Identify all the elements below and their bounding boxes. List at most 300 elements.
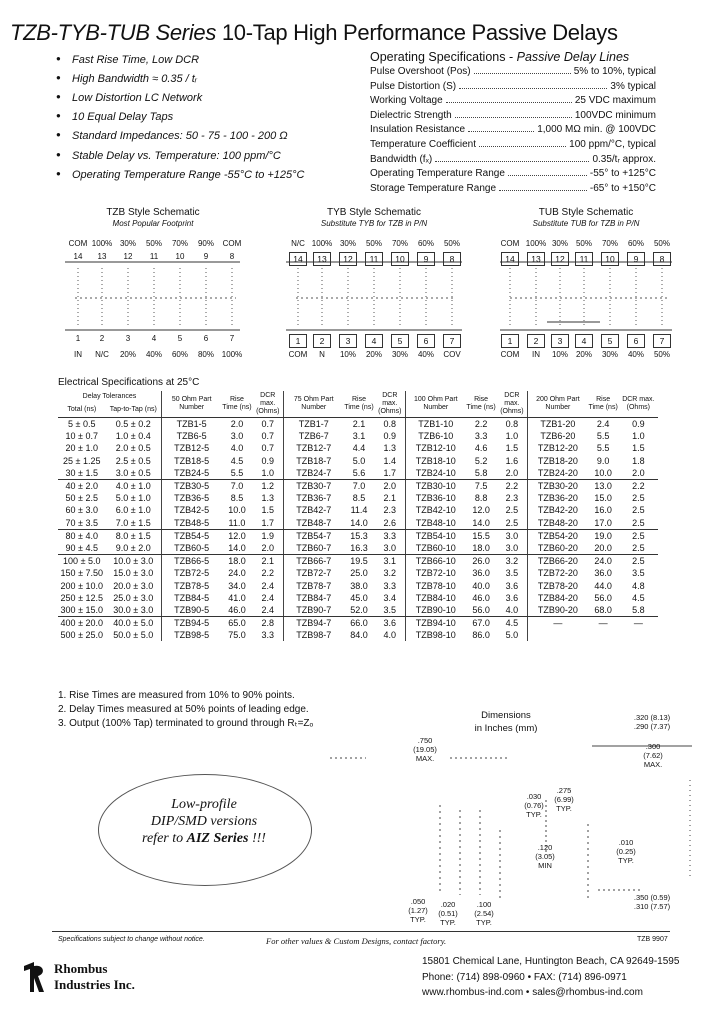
pin-number: 3	[125, 334, 131, 343]
table-cell: TZB30-10	[406, 479, 466, 492]
series-name: TZB-TYB-TUB Series	[10, 20, 217, 45]
table-cell: TZB24-20	[528, 467, 588, 480]
table-cell: 4.0	[383, 630, 397, 641]
pin-number: 1	[75, 334, 81, 343]
pin-number: 10	[601, 252, 619, 266]
dim-value: (6.99)	[554, 795, 574, 804]
schematic-title: TYB Style Schematic	[327, 207, 421, 218]
table-cell	[528, 629, 588, 641]
table-cell: 1.6	[505, 455, 519, 466]
table-cell: 2.3	[505, 493, 519, 504]
table-cell: 67.0	[472, 618, 490, 629]
table-cell: TZB72-10	[406, 567, 466, 579]
table-cell: 3.5	[375, 604, 406, 617]
table-cell: 0.7	[261, 431, 274, 442]
table-cell: TZB90-20	[528, 604, 588, 617]
dim-300	[628, 742, 678, 769]
pin-function-label: 100%	[221, 350, 243, 359]
pin-function-label: 50%	[365, 239, 382, 248]
table-cell: 56.0	[594, 592, 612, 603]
table-cell: TZB90-7	[284, 604, 344, 617]
table-cell: 200 ± 10.0	[60, 580, 104, 591]
table-cell: 2.0	[230, 419, 244, 430]
dim-value: MIN	[538, 861, 552, 870]
dim-value: .100	[476, 900, 492, 909]
pin-number: 1	[289, 334, 307, 348]
table-cell: 90 ± 4.5	[58, 542, 106, 555]
table-cell: 2.4	[261, 592, 274, 603]
table-cell: 3.3	[474, 431, 488, 442]
op-spec-label: Pulse Distortion (S)	[370, 80, 457, 92]
table-cell: 3.0	[375, 542, 406, 555]
feature-item: ● Low Distortion LC Network	[72, 92, 202, 104]
feature-item: ● Stable Delay vs. Temperature: 100 ppm/°C	[72, 150, 281, 162]
table-cell: TZB60-7	[284, 542, 344, 555]
table-cell: 2.4	[596, 419, 610, 430]
feature-item: ● High Bandwidth ≈ 0.35 / tᵣ	[72, 73, 197, 85]
table-cell: 1.7	[252, 517, 283, 530]
table-cell: 84.0	[350, 630, 368, 641]
table-cell: TZB98-5	[161, 629, 221, 641]
table-cell: 5.8	[619, 604, 658, 617]
table-cell: TZB94-5	[161, 617, 221, 630]
table-cell: 26.0	[472, 556, 490, 567]
table-cell: TZB24-5	[161, 467, 221, 480]
dim-275	[544, 786, 584, 813]
pin-function-label: 10%	[551, 350, 568, 359]
table-cell: 45.0	[350, 592, 368, 603]
table-cell: TZB1-10	[406, 418, 466, 431]
dim-value: .320 (8.13)	[633, 713, 671, 722]
table-cell: 2.1	[352, 419, 366, 430]
table-cell: 2.2	[505, 481, 519, 492]
pin-function-label: 100%	[311, 239, 333, 248]
table-cell: 2.5	[505, 505, 519, 516]
dim-100	[464, 900, 504, 927]
table-cell: 3.4	[383, 592, 397, 603]
table-cell: 0.9	[632, 419, 645, 430]
table-cell: TZB42-20	[528, 504, 588, 516]
pin-function-label: 50%	[145, 239, 162, 248]
pin-function-label: 20%	[365, 350, 382, 359]
header-dcr: DCR max. (Ohms)	[497, 391, 528, 418]
header-dcr: DCR max. (Ohms)	[375, 391, 406, 418]
table-cell: TZB90-10	[406, 604, 466, 617]
table-cell: 4.5	[230, 455, 244, 466]
table-cell: 17.0	[588, 517, 619, 530]
dim-value: .030	[526, 792, 542, 801]
dimensions-units: in Inches (mm)	[474, 723, 538, 734]
pin-function-label: 30%	[119, 239, 136, 248]
table-cell: 9.0	[596, 455, 610, 466]
table-cell: 3.3	[383, 580, 397, 591]
note-2: 2. Delay Times measured at 50% points of leading edge.	[58, 704, 309, 715]
table-cell: 1.0 ± 0.4	[115, 431, 151, 442]
pin-number: 7	[653, 334, 671, 348]
table-cell: 8.0 ± 1.5	[115, 530, 151, 541]
pin-number: 4	[365, 334, 383, 348]
op-spec-value: 0.35/tᵣ approx.	[592, 153, 656, 165]
table-cell: 46.0	[472, 592, 490, 603]
op-spec-value: 5% to 10%, typical	[573, 66, 656, 77]
table-cell: 68.0	[588, 604, 619, 617]
table-cell: 4.0	[230, 443, 244, 454]
electrical-specs-title: Electrical Specifications at 25°C	[58, 377, 200, 388]
pin-number: 10	[391, 252, 409, 266]
table-cell: TZB94-7	[284, 617, 344, 630]
table-cell: 5.5	[596, 431, 610, 442]
pin-number: 6	[627, 334, 645, 348]
table-cell: 46.0	[221, 604, 252, 617]
pin-number: 5	[391, 334, 409, 348]
table-cell: TZB18-7	[284, 455, 344, 467]
table-cell: 7.0	[352, 481, 366, 492]
company-name-1: Rhombus	[54, 961, 108, 976]
op-spec-label: Dielectric Strength	[370, 109, 452, 121]
pin-number: 3	[551, 334, 569, 348]
pin-number: 3	[339, 334, 357, 348]
feature-item: ● Operating Temperature Range -55°C to +125°C	[72, 169, 305, 181]
table-cell: —	[633, 618, 643, 629]
table-row	[58, 504, 658, 516]
table-cell: 2.2	[261, 568, 274, 579]
table-cell: TZB36-5	[161, 492, 221, 504]
header-rise: Rise Time (ns)	[466, 391, 497, 418]
table-cell: TZB78-10	[406, 579, 466, 591]
dim-value: .300	[645, 742, 661, 751]
schematic-title: TUB Style Schematic	[538, 207, 634, 218]
table-cell: 11.4	[350, 505, 368, 516]
table-cell: 2.5 ± 0.5	[115, 455, 151, 466]
table-cell: 10 ± 0.7	[65, 431, 99, 442]
header-tap: Tap-to-Tap (ns)	[106, 404, 162, 418]
table-cell: TZB30-7	[284, 479, 344, 492]
table-cell: TZB42-7	[284, 504, 344, 516]
series-subtitle: 10-Tap High Performance Passive Delays	[221, 20, 618, 45]
table-cell: 1.5	[505, 443, 519, 454]
table-cell: 5.5	[596, 443, 610, 454]
pin-function-label: N	[319, 350, 325, 359]
pin-function-label: 70%	[391, 239, 408, 248]
table-cell: TZB12-7	[284, 442, 344, 454]
table-cell: 3.6	[383, 618, 397, 629]
table-cell: TZB12-5	[161, 442, 221, 454]
table-cell: 20.0 ± 3.0	[113, 580, 154, 591]
table-cell: 12.0	[228, 530, 246, 541]
table-cell: 15.5	[472, 530, 490, 541]
table-cell: TZB66-20	[528, 555, 588, 568]
feature-item: ● Fast Rise Time, Low DCR	[72, 54, 199, 66]
electrical-specs-table	[58, 391, 658, 641]
table-cell: 1.3	[261, 493, 274, 504]
table-cell: 8.8	[474, 493, 488, 504]
table-cell: TZB1-5	[161, 418, 221, 431]
table-cell: TZB48-10	[406, 517, 466, 530]
table-cell: TZB54-20	[528, 529, 588, 542]
table-cell: TZB6-7	[284, 430, 344, 442]
table-cell: 1.4	[383, 455, 397, 466]
table-cell: 4.4	[352, 443, 366, 454]
op-spec-value: 100VDC minimum	[574, 109, 656, 121]
dim-value: TYP.	[556, 804, 572, 813]
table-cell: 1.5	[261, 505, 274, 516]
table-cell: 4.0	[497, 604, 528, 617]
dim-350	[612, 893, 692, 911]
table-cell: 5.8	[466, 467, 497, 480]
pin-number: 13	[97, 252, 107, 261]
pin-number: 11	[149, 252, 159, 261]
pin-function-label: 50%	[653, 239, 670, 248]
table-cell: 6.0 ± 1.0	[115, 505, 151, 516]
dim-value: TYP.	[618, 856, 634, 865]
schematic-subtitle: Most Popular Footprint	[112, 219, 194, 228]
table-cell: 2.1	[261, 556, 274, 567]
header-rise: Rise Time (ns)	[588, 391, 619, 418]
pin-number: 13	[313, 252, 331, 266]
table-cell: 3.5	[632, 568, 645, 579]
table-row	[58, 604, 658, 617]
op-spec-label: Temperature Coefficient	[370, 139, 476, 150]
table-cell: 1.2	[261, 481, 274, 492]
table-cell: TZB84-5	[161, 592, 221, 604]
table-cell: 0.5 ± 0.2	[115, 419, 151, 430]
table-cell: 3.0 ± 0.5	[106, 467, 162, 480]
table-cell: —	[528, 617, 588, 630]
table-cell: 250 ± 12.5	[60, 592, 104, 603]
dim-value: (0.51)	[438, 909, 458, 918]
table-row	[58, 542, 658, 555]
company-name	[54, 961, 135, 993]
pin-number: 4	[151, 334, 157, 343]
table-cell: 500 ± 25.0	[60, 630, 104, 641]
table-cell: 2.5	[632, 493, 645, 504]
table-cell: TZB78-20	[528, 579, 588, 591]
pin-function-label: 90%	[197, 239, 214, 248]
table-cell: 16.3	[344, 542, 375, 555]
table-cell: 24.0	[228, 568, 246, 579]
promo-line-3	[98, 830, 310, 847]
table-cell: 2.2	[632, 481, 645, 492]
table-row	[58, 592, 658, 604]
table-cell: 5.2	[474, 455, 488, 466]
table-cell: 24.0	[594, 556, 612, 567]
table-cell: TZB84-10	[406, 592, 466, 604]
table-cell: 18.0	[466, 542, 497, 555]
schematic-title: TZB Style Schematic	[106, 207, 200, 218]
table-cell: 19.0	[594, 530, 612, 541]
table-cell: —	[598, 618, 608, 629]
dim-value: .275	[556, 786, 572, 795]
promo-series-link: AIZ Series	[186, 831, 249, 846]
table-row	[58, 567, 658, 579]
table-cell: 10.0	[588, 467, 619, 480]
table-cell: 13.0	[594, 481, 612, 492]
table-cell: 3.2	[383, 568, 397, 579]
dim-value: .350 (0.59)	[633, 893, 671, 902]
table-cell: 100 ± 5.0	[63, 556, 101, 567]
table-cell: 5 ± 0.5	[68, 419, 96, 430]
table-cell: TZB72-5	[161, 567, 221, 579]
pin-number: 2	[527, 334, 545, 348]
dim-value: .050	[410, 897, 426, 906]
table-cell: TZB6-5	[161, 430, 221, 442]
table-cell: 25.0	[350, 568, 368, 579]
pin-number: 11	[575, 252, 593, 266]
table-cell: 7.5	[474, 481, 488, 492]
table-cell: 3.3	[383, 530, 397, 541]
table-cell: 25 ± 1.25	[63, 455, 101, 466]
table-cell: 3.1	[383, 556, 397, 567]
dim-value: TYP.	[476, 918, 492, 927]
table-cell: 1.0	[632, 431, 645, 442]
dim-value: TYP.	[526, 810, 542, 819]
table-cell: TZB42-10	[406, 504, 466, 516]
table-cell: TZB94-10	[406, 617, 466, 630]
pin-function-label: 10%	[339, 350, 356, 359]
pin-number: 12	[123, 252, 133, 261]
table-cell: TZB24-10	[406, 467, 466, 480]
pin-function-label: 40%	[627, 350, 644, 359]
table-cell: TZB36-7	[284, 492, 344, 504]
op-spec-label: Operating Temperature Range	[370, 168, 505, 180]
dim-value: (19.05)	[413, 745, 437, 754]
pin-function-label: COM	[288, 350, 308, 359]
table-cell: TZB6-20	[528, 430, 588, 442]
footer-disclaimer: Specifications subject to change without notice.	[58, 936, 205, 943]
table-cell: 8.5	[352, 493, 366, 504]
op-spec-label: Working Voltage	[370, 95, 443, 107]
table-cell	[588, 629, 619, 641]
table-cell: TZB54-5	[161, 529, 221, 542]
table-cell: 25.0 ± 3.0	[113, 592, 154, 603]
dim-value: MAX.	[643, 760, 663, 769]
table-cell: 70 ± 3.5	[58, 517, 106, 530]
table-row	[58, 629, 658, 641]
dim-value: .290 (7.37)	[633, 722, 671, 731]
rhombus-logo-icon	[22, 960, 46, 994]
pin-number: 2	[99, 334, 105, 343]
table-cell: TZB60-5	[161, 542, 221, 555]
table-cell: TZB54-10	[406, 529, 466, 542]
pin-function-label: COM	[68, 239, 88, 248]
header-delay-tolerances: Delay Tolerances	[82, 393, 137, 401]
promo-line-1: Low-profile	[171, 797, 237, 812]
pin-number: 12	[339, 252, 357, 266]
table-cell: 0.7	[261, 419, 274, 430]
table-cell: 2.1	[383, 493, 397, 504]
table-row	[58, 455, 658, 467]
company-name-2: Industries Inc.	[54, 977, 135, 992]
table-cell: TZB66-5	[161, 555, 221, 568]
table-cell: TZB42-5	[161, 504, 221, 516]
table-cell: 3.6	[505, 592, 519, 603]
pin-number: 1	[501, 334, 519, 348]
dim-value: MAX.	[415, 754, 435, 763]
table-cell: 3.6	[505, 580, 519, 591]
table-cell: TZB12-10	[406, 442, 466, 454]
table-cell: 2.0 ± 0.5	[115, 443, 151, 454]
web-email[interactable]: www.rhombus-ind.com • sales@rhombus-ind.com	[422, 987, 643, 998]
table-cell: 56.0	[466, 604, 497, 617]
pin-function-label: 50%	[653, 350, 670, 359]
header-pn-100: 100 Ohm Part Number	[406, 391, 466, 418]
table-row	[58, 517, 658, 530]
table-cell: 3.3	[261, 630, 274, 641]
table-cell: 3.2	[505, 556, 519, 567]
table-cell: 3.0	[230, 431, 244, 442]
pin-number: 8	[229, 252, 235, 261]
table-cell: TZB18-10	[406, 455, 466, 467]
table-cell: TZB12-20	[528, 442, 588, 454]
dim-value: (0.76)	[524, 801, 544, 810]
table-cell: TZB84-7	[284, 592, 344, 604]
table-cell: 2.5	[632, 505, 645, 516]
table-cell: 34.0	[228, 580, 246, 591]
pin-function-label: N/C	[95, 350, 109, 359]
table-cell: 10.0 ± 3.0	[113, 556, 154, 567]
pin-function-label: IN	[74, 350, 82, 359]
dim-010	[606, 838, 646, 865]
table-cell: 150 ± 7.50	[60, 568, 104, 579]
table-cell: 1.7	[375, 467, 406, 480]
table-cell: TZB98-10	[406, 629, 466, 641]
table-cell: 40.0 ± 5.0	[113, 618, 154, 629]
table-row	[58, 555, 658, 568]
table-cell: 2.2	[474, 419, 488, 430]
table-cell: 80 ± 4.0	[65, 530, 99, 541]
pin-function-label: 100%	[91, 239, 113, 248]
table-cell: TZB30-20	[528, 479, 588, 492]
header-pn-200: 200 Ohm Part Number	[528, 391, 588, 418]
table-cell: 1.0	[505, 431, 519, 442]
phone-fax: Phone: (714) 898-0960 • FAX: (714) 896-0971	[422, 971, 627, 983]
pin-number: 13	[527, 252, 545, 266]
pin-function-label: IN	[532, 350, 540, 359]
dim-value: TYP.	[410, 915, 426, 924]
pin-number: 11	[365, 252, 383, 266]
dim-value: .310 (7.57)	[633, 902, 671, 911]
footer-custom: For other values & Custom Designs, contact factory.	[266, 936, 447, 946]
table-cell: 36.0	[472, 568, 490, 579]
table-cell: 2.8	[261, 618, 274, 629]
table-cell: 3.1	[352, 431, 366, 442]
pin-number: 4	[575, 334, 593, 348]
pin-number: 14	[501, 252, 519, 266]
table-cell: 20.0	[588, 542, 619, 555]
pin-function-label: N/C	[291, 239, 305, 248]
table-cell: 41.0	[228, 592, 246, 603]
pin-function-label: COM	[500, 239, 520, 248]
pin-function-label: 60%	[627, 239, 644, 248]
op-spec-value: -55° to +125°C	[589, 168, 656, 180]
table-cell: 300 ± 15.0	[58, 604, 106, 617]
address: 15801 Chemical Lane, Huntington Beach, CA 92649-1595	[422, 956, 680, 967]
table-row	[58, 617, 658, 630]
table-cell: 3.0	[497, 542, 528, 555]
table-cell: 10.0	[228, 505, 246, 516]
pin-number: 6	[417, 334, 435, 348]
note-1: 1. Rise Times are measured from 10% to 90% points.	[58, 690, 295, 701]
table-cell: 0.8	[505, 419, 519, 430]
dim-value: (2.54)	[474, 909, 494, 918]
table-cell: 15.0 ± 3.0	[113, 568, 154, 579]
table-cell: TZB1-7	[284, 418, 344, 431]
pin-number: 7	[229, 334, 235, 343]
table-cell: 50.0 ± 5.0	[113, 630, 154, 641]
table-cell: 40 ± 2.0	[65, 481, 99, 492]
pin-number: 9	[417, 252, 435, 266]
table-cell: 19.5	[350, 556, 368, 567]
